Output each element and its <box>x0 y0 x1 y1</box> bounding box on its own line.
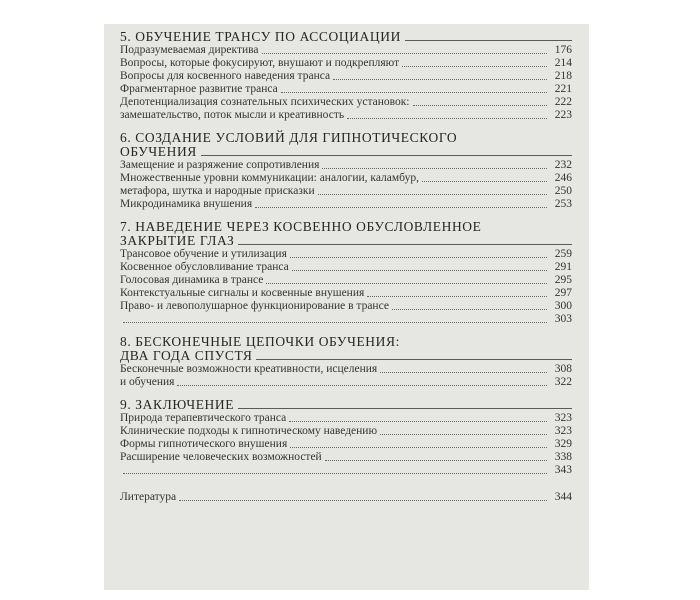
toc-entry-literature: Литература 344 <box>120 491 572 503</box>
toc-entry: Клинические подходы к гипнотическому наведению 323 <box>120 425 572 437</box>
toc-entry: Расширение человеческих возможностей 338 343 <box>120 451 572 476</box>
chapter-9 <box>120 398 572 477</box>
chapter-5 <box>120 30 572 122</box>
book-page <box>104 24 589 590</box>
toc-entry: Микродинамика внушения 253 <box>120 198 572 210</box>
toc-entry: Трансовое обучение и утилизация 259 <box>120 248 572 260</box>
toc-entry: Фрагментарное развитие транса 221 <box>120 83 572 95</box>
toc-entry: Контекстуальные сигналы и косвенные внушения 297 <box>120 287 572 299</box>
toc-entry: Косвенное обусловливание транса 291 <box>120 261 572 273</box>
toc-entry: Вопросы для косвенного наведения транса 218 <box>120 70 572 82</box>
toc-entry: Замещение и разряжение сопротивления 232 <box>120 159 572 171</box>
chapter-title: 5. ОБУЧЕНИЕ ТРАНСУ ПО АССОЦИАЦИИ <box>120 30 572 44</box>
toc-entry: Депотенциализация сознательных психических установок: 222 замешательство, поток мысли и креативность 223 <box>120 96 572 121</box>
toc-entry: Природа терапевтического транса 323 <box>120 412 572 424</box>
toc-entry: Право- и левополушарное функционирование в трансе 300 303 <box>120 300 572 325</box>
table-of-contents <box>120 30 572 504</box>
chapter-title: 9. ЗАКЛЮЧЕНИЕ <box>120 398 572 412</box>
toc-entry: Множественные уровни коммуникации: аналогии, каламбур, 246 метафора, шутка и народные присказки 250 <box>120 172 572 197</box>
toc-entry: Формы гипнотического внушения 329 <box>120 438 572 450</box>
toc-entry: Подразумеваемая директива 176 <box>120 44 572 56</box>
chapter-7 <box>120 220 572 326</box>
toc-entry: Бесконечные возможности креативности, исцеления 308 и обучения 322 <box>120 363 572 388</box>
toc-entry: Голосовая динамика в трансе 295 <box>120 274 572 286</box>
chapter-title: 7. НАВЕДЕНИЕ ЧЕРЕЗ КОСВЕННО ОБУСЛОВЛЕННОЕ ЗАКРЫТИЕ ГЛАЗ <box>120 220 572 248</box>
chapter-6 <box>120 131 572 211</box>
chapter-title: 6. СОЗДАНИЕ УСЛОВИЙ ДЛЯ ГИПНОТИЧЕСКОГО ОБУЧЕНИЯ <box>120 131 572 159</box>
toc-entry: Вопросы, которые фокусируют, внушают и подкрепляют 214 <box>120 57 572 69</box>
chapter-8 <box>120 335 572 389</box>
chapter-title: 8. БЕСКОНЕЧНЫЕ ЦЕПОЧКИ ОБУЧЕНИЯ: ДВА ГОДА СПУСТЯ <box>120 335 572 363</box>
